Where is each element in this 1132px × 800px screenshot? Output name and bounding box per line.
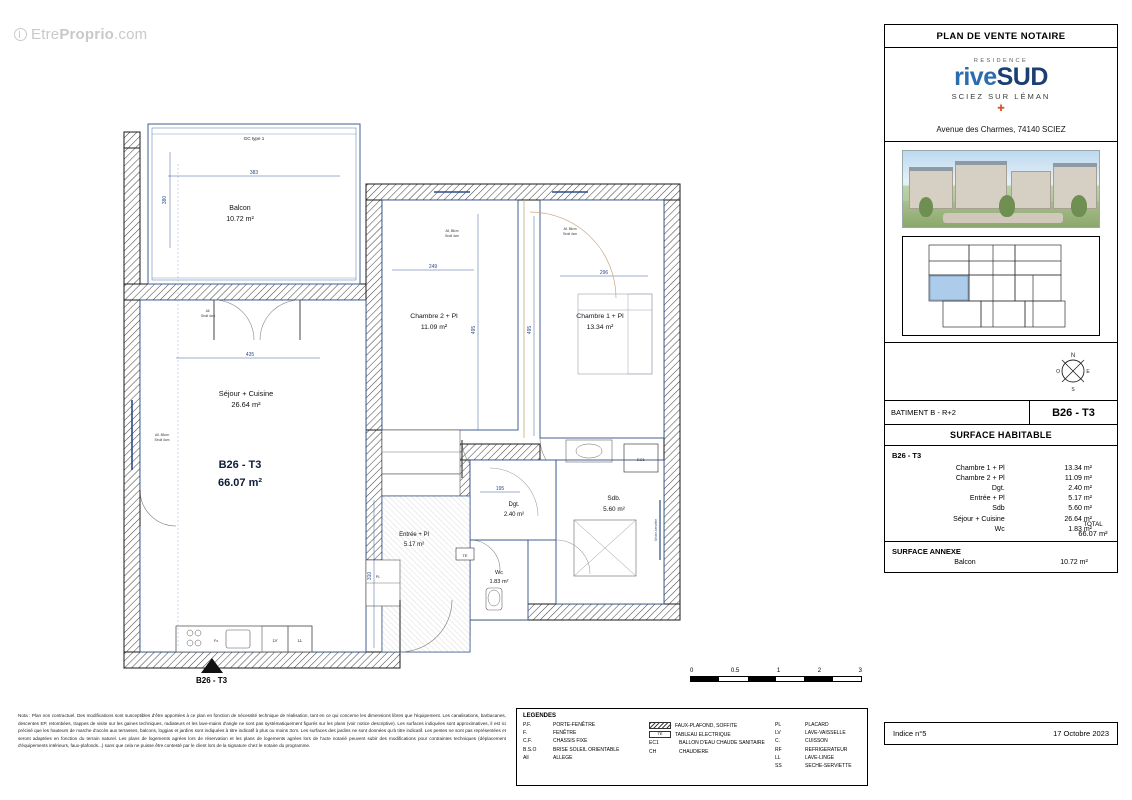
row-name: Chambre 1 + Pl — [955, 464, 1005, 472]
room-area-sdb: 5.60 m² — [603, 506, 625, 513]
row-name: Dgt. — [991, 484, 1005, 492]
legend-key: All — [523, 754, 529, 761]
table-row — [892, 463, 1110, 473]
legend-key: B.S.O — [523, 746, 537, 753]
list-item — [775, 755, 861, 761]
watermark-text-a: Etre — [31, 26, 60, 43]
north-arrow-block — [885, 342, 1117, 400]
legend-value: LAVE-VAISSELLE — [805, 730, 846, 737]
legends-title: LEGENDES — [523, 713, 557, 719]
list-item — [649, 722, 769, 729]
row-value: 2.40 m² — [1068, 484, 1092, 492]
building-label: BATIMENT B - R+2 — [891, 408, 956, 417]
scale-tick-2: 1 — [776, 668, 781, 674]
annotation-seche-serviette: Sèche-serviette — [654, 518, 658, 542]
balcony-room — [148, 124, 360, 284]
apartment-code: B26 - T3 — [218, 459, 262, 471]
room-area-chambre2: 11.09 m² — [420, 324, 448, 331]
list-item — [523, 738, 643, 744]
room-label-chambre1: Chambre 1 + Pl — [576, 313, 624, 320]
electrical-panel-icon: TE — [649, 731, 671, 738]
hatch-swatch-icon — [649, 722, 671, 729]
dimension-495-a: 495 — [471, 325, 477, 335]
logo-brand — [885, 65, 1117, 90]
legend-value: SECHE-SERVIETTE — [805, 762, 852, 769]
svg-text:N: N — [1070, 353, 1076, 359]
row-value: 26.64 m² — [1064, 515, 1092, 523]
watermark-text-c: .com — [114, 26, 148, 43]
apartment-marker — [196, 658, 227, 685]
title-block-footer — [884, 722, 1118, 745]
legends-col-right — [775, 722, 861, 771]
building-row — [885, 400, 1117, 424]
legend-key: EC1 — [649, 740, 659, 747]
legend-value: PLACARD — [805, 722, 829, 728]
room-label-dgt: Dgt. — [508, 502, 520, 508]
row-name: Sdb — [992, 505, 1005, 513]
svg-text:O: O — [1056, 369, 1060, 375]
room-area-dgt: 2.40 m² — [503, 512, 525, 518]
legend-key: CH — [649, 748, 657, 755]
row-name: Chambre 2 + Pl — [955, 474, 1005, 482]
surface-table-title: B26 - T3 — [892, 451, 922, 460]
dimension-383: 383 — [249, 170, 259, 176]
table-row — [892, 504, 1110, 514]
legend-key: C. — [775, 738, 780, 745]
title-block-panel — [884, 24, 1118, 573]
dimension-380: 380 — [162, 195, 168, 205]
legends-col-mid — [649, 722, 769, 771]
legend-ec1: EC1 — [637, 457, 645, 462]
scale-bar — [690, 668, 862, 682]
legend-te: TE — [462, 553, 468, 558]
legend-lv: LV — [272, 638, 278, 643]
room-label-balcon: Balcon — [229, 205, 251, 212]
annexe-row — [885, 559, 1117, 572]
annotation-allege-c1: All. 85cm — [563, 227, 577, 231]
scale-tick-4: 3 — [858, 668, 862, 674]
room-area-sejour: 26.64 m² — [231, 400, 261, 409]
legend-key: P.F. — [523, 722, 531, 728]
list-item — [775, 747, 861, 753]
annotation-allege-balcon: All. — [205, 309, 211, 313]
table-row — [892, 473, 1110, 483]
table-row — [892, 494, 1110, 504]
project-photo — [902, 150, 1100, 228]
list-item — [775, 722, 861, 728]
kitchen-fixtures — [176, 626, 312, 652]
plan-title: PLAN DE VENTE NOTAIRE — [885, 25, 1117, 48]
marker-triangle-icon — [201, 658, 223, 673]
room-label-chambre2: Chambre 2 + Pl — [410, 313, 458, 320]
legend-value: CHAUDIERE — [679, 748, 709, 755]
apartment-area: 66.07 m² — [217, 477, 263, 489]
legend-fx: Fx — [213, 638, 219, 643]
row-name: Entrée + Pl — [969, 495, 1005, 503]
row-value: 13.34 m² — [1064, 464, 1092, 472]
scale-tick-0: 0 — [690, 668, 694, 674]
row-value: 11.09 m² — [1064, 474, 1092, 482]
surface-band-title: SURFACE HABITABLE — [885, 424, 1117, 445]
row-value: 1.83 m² — [1068, 525, 1092, 533]
legend-key: RF — [775, 746, 782, 753]
chambre1-room — [524, 192, 664, 480]
list-item — [649, 740, 769, 746]
legal-notes: Nota : Plan non contractuel. Des modifications sont susceptibles d'être apportées à ce plan en fonction de nécessité technique de réalisation, tant en ce qui concerne les dimensions libres que l'équipement. Les canalisations, barbacanes, descentes EP, retombées, trappes de visite sur les gaines techniques, radiateurs et les lave-mains d'angle ne sont pas systématiquement figurés sur les plans (voir notice descriptive). Les surfaces indiquées sont approximatives, il est ici précisé que les hauteurs de marche d'accès aux terrasses, balcons, loggias et jardins sont indiquées à titre indicatif à plus ou moins 3cm. Les surfaces des jardins ne sont données qu'à titre indicatif. Les pentes ne sont pas représentées et seront adaptées en fonction du terrain naturel. Les plans de logements agrées lors de réservation et les plans de logements agrées lors de l'acte notarié peuvent subir des modifications pour contraintes techniques (déplacement d'équipements intérieurs, faux-plafonds...) sans que cela ne puisse être contesté par le client lors de la signature chez le notaire du programme. — [18, 713, 506, 749]
room-label-wc: Wc — [494, 570, 504, 576]
annexe-title: SURFACE ANNEXE — [885, 541, 1117, 559]
list-item — [775, 738, 861, 744]
dgt-room — [470, 460, 556, 540]
svg-text:Seuil 4cm: Seuil 4cm — [563, 232, 577, 236]
room-area-chambre1: 13.34 m² — [586, 324, 614, 331]
marker-label: B26 - T3 — [196, 676, 228, 685]
list-item — [523, 730, 643, 736]
brand-logo — [885, 48, 1117, 120]
annotation-allege-left: All. 85cm — [155, 433, 169, 437]
logo-brand-sud: SUD — [996, 63, 1048, 91]
legend-value: BALLON D'EAU CHAUDE SANITAIRE — [679, 740, 765, 747]
legends-col-left — [523, 722, 643, 771]
legend-value: LAVE-LINGE — [805, 754, 835, 761]
legend-key: LL — [775, 754, 781, 761]
row-name: Wc — [994, 525, 1005, 533]
logo-residence-label: RESIDENCE — [973, 58, 1029, 64]
svg-text:Seuil 4cm: Seuil 4cm — [201, 314, 215, 318]
list-item — [649, 731, 769, 738]
plan-date: 17 Octobre 2023 — [1053, 729, 1109, 738]
svg-text:S: S — [1071, 387, 1075, 393]
list-item — [523, 755, 643, 761]
list-item — [523, 722, 643, 728]
dimension-296: 296 — [599, 270, 609, 276]
total-label: TOTAL — [1083, 520, 1103, 528]
dimension-310: 310 — [367, 571, 373, 581]
list-item — [775, 763, 861, 769]
legend-key: F. — [523, 730, 527, 737]
dimension-435: 435 — [245, 352, 255, 358]
key-plan — [902, 236, 1100, 336]
legend-value: CUISSON — [805, 738, 828, 745]
scale-tick-1: 0.5 — [730, 668, 740, 674]
legend-value: FENÊTRE — [553, 730, 577, 737]
dimension-195-b: 195 — [495, 486, 505, 492]
annexe-value: 10.72 m² — [1060, 559, 1088, 567]
legend-ll: LL — [297, 638, 303, 643]
room-label-entree: Entrée + Pl — [399, 532, 429, 538]
room-area-wc: 1.83 m² — [489, 579, 509, 585]
project-address: Avenue des Charmes, 74140 SCIEZ — [885, 120, 1117, 142]
legend-key: SS — [775, 762, 782, 769]
row-name: Séjour + Cuisine — [953, 515, 1005, 523]
total-value: 66.07 m² — [1078, 529, 1108, 539]
room-label-sdb: Sdb. — [607, 495, 621, 502]
legend-value: FAUX-PLAFOND, SOFFITE — [675, 722, 738, 729]
scale-bar-blocks — [690, 676, 862, 682]
scale-tick-3: 2 — [817, 668, 822, 674]
list-item — [649, 749, 769, 755]
room-area-entree: 5.17 m² — [403, 542, 425, 548]
dimension-495-b: 495 — [527, 325, 533, 335]
table-row — [892, 483, 1110, 493]
svg-text:E: E — [1086, 369, 1090, 375]
logo-sub: SCIEZ SUR LÉMAN — [951, 92, 1051, 101]
wc-room — [470, 540, 528, 620]
room-label-sejour: Séjour + Cuisine — [218, 389, 274, 398]
key-plan-highlight — [930, 276, 968, 300]
legends-box — [516, 708, 868, 786]
legend-value: BRISE SOLEIL ORIENTABLE — [553, 746, 620, 753]
row-value: 5.60 m² — [1068, 505, 1092, 513]
legend-value: CHASSIS FIXE — [553, 738, 588, 745]
logo-brand-rive: rive — [954, 63, 997, 91]
room-area-balcon: 10.72 m² — [226, 216, 254, 223]
dimension-249: 249 — [428, 264, 438, 270]
legend-key: PL — [775, 722, 782, 728]
legend-value: REFRIGERATEUR — [805, 746, 848, 753]
annotation-gc-type: GC type 1 — [243, 136, 265, 141]
building-apartment-code: B26 - T3 — [1029, 401, 1117, 424]
legend-value: PORTE-FENÊTRE — [553, 722, 596, 728]
legend-value: TABLEAU ELECTRIQUE — [675, 731, 731, 738]
annexe-name: Balcon — [954, 559, 976, 567]
entree-room — [366, 496, 474, 652]
legend-key: LV — [775, 730, 781, 737]
list-item — [775, 730, 861, 736]
svg-text:Seuil 4cm: Seuil 4cm — [154, 438, 170, 442]
annotation-allege-c2: All. 85cm — [445, 229, 459, 233]
watermark-text-b: Proprio — [59, 26, 115, 43]
plan-indice: Indice n°5 — [893, 729, 927, 738]
legend-key: C.F. — [523, 738, 532, 745]
row-value: 5.17 m² — [1068, 495, 1092, 503]
legend-value: ALLEGE — [553, 754, 573, 761]
cross-icon: ✚ — [997, 103, 1005, 113]
svg-text:Seuil 4cm: Seuil 4cm — [445, 234, 459, 238]
list-item — [523, 747, 643, 753]
total-block — [1073, 521, 1113, 539]
legend-pl: PL — [375, 575, 381, 579]
surface-table-block — [885, 445, 1117, 541]
